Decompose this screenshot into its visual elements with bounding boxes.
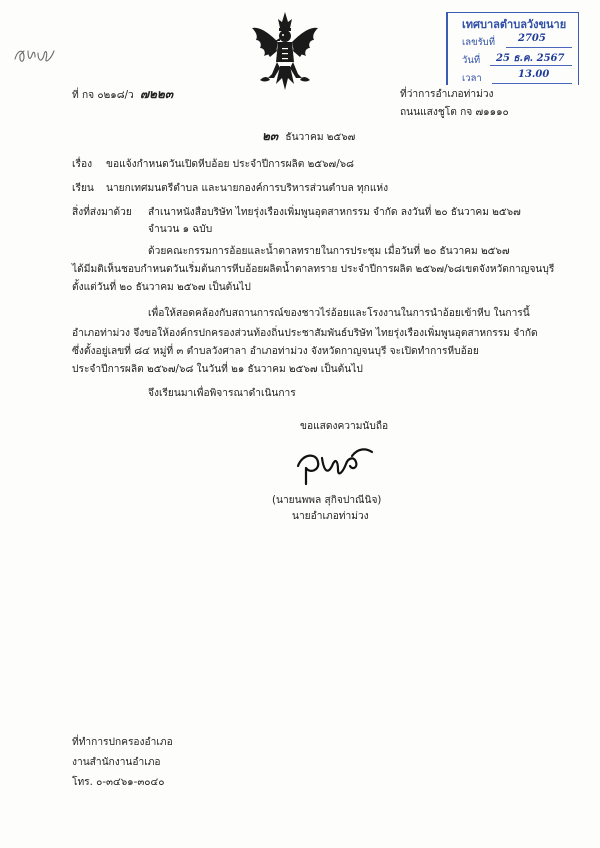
paragraph1-line3: ตั้งแต่วันที่ ๒๐ ธันวาคม ๒๕๖๗ เป็นต้นไป bbox=[72, 282, 251, 293]
stamp-date-label: วันที่ bbox=[462, 55, 481, 66]
paragraph2-line1: เพื่อให้สอดคล้องกับสถานการณ์ของชาวไร่อ้อยและโรงงานในการนำอ้อยเข้าหีบ ในการนี้ bbox=[148, 308, 530, 319]
stamp-org-name: เทศบาลตำบลวังขนาย bbox=[462, 18, 567, 31]
addressee-label: เรียน bbox=[72, 183, 94, 194]
stamp-recv-number: 2705 bbox=[518, 33, 546, 44]
footer-office: ที่ทำการปกครองอำเภอ bbox=[72, 737, 173, 748]
footer-section: งานสำนักงานอำเภอ bbox=[72, 757, 161, 768]
paragraph1-line2: ได้มีมติเห็นชอบกำหนดวันเริ่มต้นการหีบอ้อยผลิตน้ำตาลทราย ประจำปีการผลิต ๒๕๖๗/๖๘เขตจังหวัดกาญจนบุรี bbox=[72, 264, 555, 275]
ref-number-prefix: ที่ กจ ๐๒๑๘/ว bbox=[72, 90, 134, 101]
stamp-time-value: 13.00 bbox=[518, 69, 550, 80]
paragraph2-line2: อำเภอท่าม่วง จึงขอให้องค์กรปกครองส่วนท้องถิ่นประชาสัมพันธ์บริษัท ไทยรุ่งเรืองเพิ่มพูนอุตสาหกรรม จำกัด bbox=[72, 328, 538, 339]
office-address: ถนนแสงชูโต กจ ๗๑๑๑๐ bbox=[400, 107, 509, 118]
enclosure-count: จำนวน ๑ ฉบับ bbox=[148, 224, 213, 235]
paragraph2-line4: ประจำปีการผลิต ๒๕๖๗/๖๘ ในวันที่ ๒๑ ธันวาคม ๒๕๖๗ เป็นต้นไป bbox=[72, 364, 363, 375]
letter-date-day: ๒๓ bbox=[262, 129, 279, 143]
paragraph2-line3: ซึ่งตั้งอยู่เลขที่ ๘๔ หมู่ที่ ๓ ตำบลวังศาลา อำเภอท่าม่วง จังหวัดกาญจนบุรี จะเปิดทำการหีบอ้อย bbox=[72, 346, 479, 357]
stamp-time-label: เวลา bbox=[462, 73, 482, 84]
margin-initials-signature bbox=[12, 45, 56, 67]
subject-text: ขอแจ้งกำหนดวันเปิดหีบอ้อย ประจำปีการผลิต ๒๕๖๗/๖๘ bbox=[106, 159, 354, 170]
signer-name: (นายนพพล สุกิจปาณีนิจ) bbox=[272, 495, 382, 506]
footer-phone: โทร. ๐-๓๔๖๑-๓๐๔๐ bbox=[72, 777, 165, 788]
ref-number-handwritten: ๗๒๒๓ bbox=[140, 87, 174, 101]
receipt-stamp bbox=[446, 12, 579, 85]
paragraph1-line1: ด้วยคณะกรรมการอ้อยและน้ำตาลทรายในการประชุม เมื่อวันที่ ๒๐ ธันวาคม ๒๕๖๗ bbox=[148, 246, 510, 257]
letter-date bbox=[262, 130, 355, 144]
subject-label: เรื่อง bbox=[72, 159, 93, 170]
letter-date-month-year: ธันวาคม ๒๕๖๗ bbox=[285, 132, 356, 143]
enclosure-text: สำเนาหนังสือบริษัท ไทยรุ่งเรืองเพิ่มพูนอุตสาหกรรม จำกัด ลงวันที่ ๒๐ ธันวาคม ๒๕๖๗ bbox=[148, 207, 521, 218]
paragraph3: จึงเรียนมาเพื่อพิจารณาดำเนินการ bbox=[148, 388, 296, 399]
handwritten-signature bbox=[292, 444, 380, 490]
addressee-text: นายกเทศมนตรีตำบล และนายกองค์การบริหารส่วนตำบล ทุกแห่ง bbox=[106, 183, 389, 194]
closing-phrase: ขอแสดงความนับถือ bbox=[300, 421, 389, 432]
office-name: ที่ว่าการอำเภอท่าม่วง bbox=[400, 89, 494, 100]
signer-title: นายอำเภอท่าม่วง bbox=[292, 511, 369, 522]
enclosure-label: สิ่งที่ส่งมาด้วย bbox=[72, 207, 132, 218]
garuda-emblem bbox=[250, 10, 320, 94]
ref-number-line bbox=[72, 88, 173, 102]
stamp-date-value: 25 ธ.ค. 2567 bbox=[496, 53, 565, 64]
stamp-recv-label: เลขรับที่ bbox=[462, 37, 495, 48]
